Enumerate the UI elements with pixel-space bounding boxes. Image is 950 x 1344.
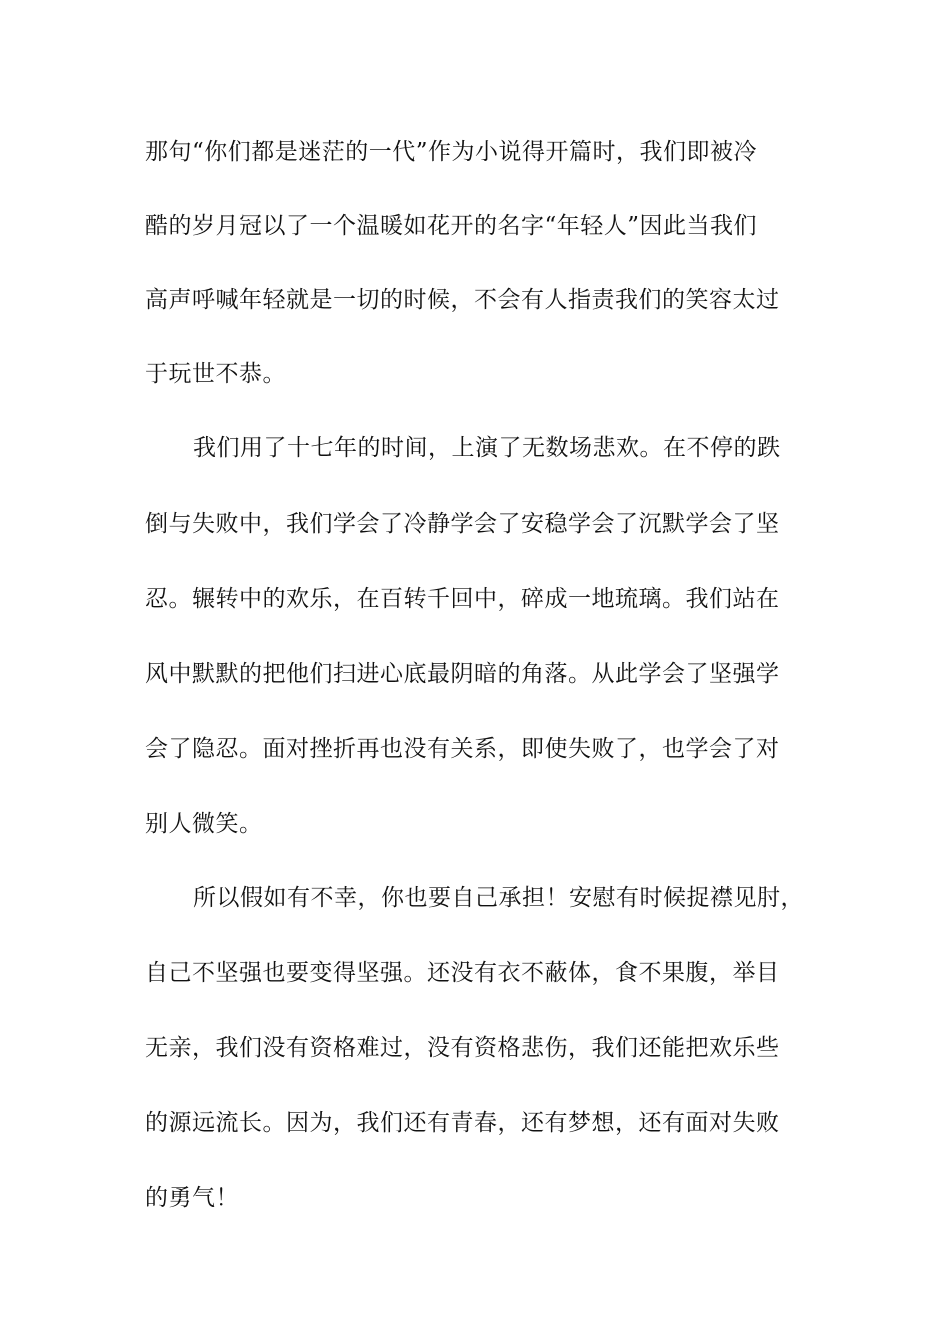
- text-line: 我们用了十七年的时间，上演了无数场悲欢。在不停的跌: [193, 435, 781, 461]
- text-line: 倒与失败中，我们学会了冷静学会了安稳学会了沉默学会了坚: [145, 511, 780, 537]
- text-line: 风中默默的把他们扫进心底最阴暗的角落。从此学会了坚强学: [145, 661, 780, 687]
- text-line: 忍。辗转中的欢乐，在百转千回中，碎成一地琉璃。我们站在: [145, 586, 780, 612]
- text-line: 无亲，我们没有资格难过，没有资格悲伤，我们还能把欢乐些: [145, 1035, 780, 1061]
- text-line: 的源远流长。因为，我们还有青春，还有梦想，还有面对失败: [145, 1110, 780, 1136]
- text-line: 自己不坚强也要变得坚强。还没有衣不蔽体，食不果腹，举目: [145, 960, 780, 986]
- text-line: 会了隐忍。面对挫折再也没有关系，即使失败了，也学会了对: [145, 736, 780, 762]
- text-line: 高声呼喊年轻就是一切的时候，不会有人指责我们的笑容太过: [145, 287, 780, 313]
- text-line: 那句“你们都是迷茫的一代”作为小说得开篇时，我们即被冷: [145, 139, 758, 165]
- text-line: 酷的岁月冠以了一个温暖如花开的名字“年轻人”因此当我们: [145, 213, 758, 239]
- text-line: 的勇气！: [145, 1185, 239, 1211]
- text-line: 于玩世不恭。: [145, 361, 286, 387]
- text-line: 所以假如有不幸，你也要自己承担！安慰有时候捉襟见肘，: [193, 885, 804, 911]
- text-line: 别人微笑。: [145, 811, 263, 837]
